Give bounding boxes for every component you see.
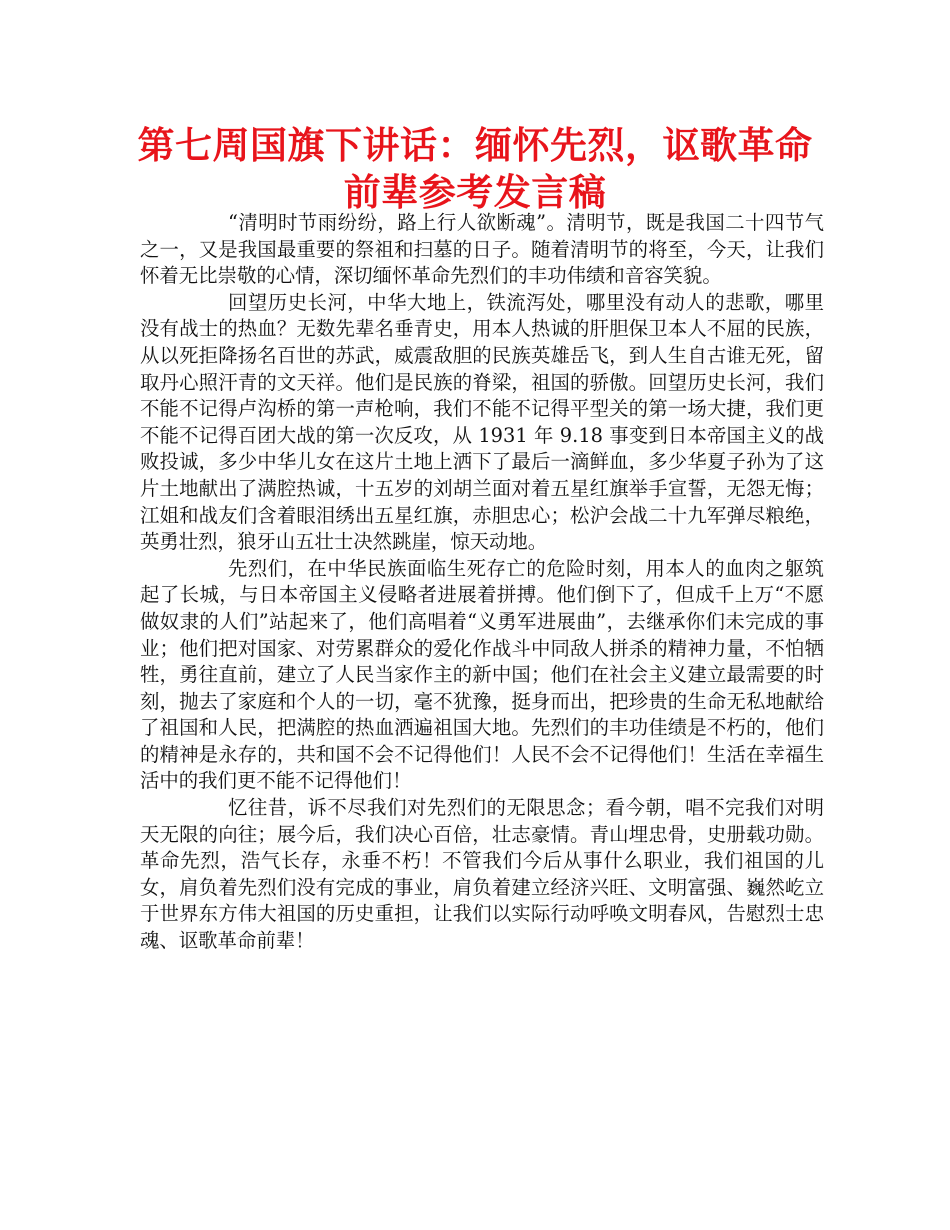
paragraph-martyrs: 先烈们，在中华民族面临生死存亡的危险时刻，用本人的血肉之躯筑起了长城，与日本帝国主义侵略者进展着拼搏。他们倒下了，但成千上万“不愿做奴隶的人们”站起来了，他们高唱着“义勇军进展曲”，去继承你们未完成的事业；他们把对国家、对劳累群众的爱化作战斗中同敌人拼杀的精神力量，不怕牺牲，勇往直前，建立了人民当家作主的新中国；他们在社会主义建立最需要的时刻，抛去了家庭和个人的一切，毫不犹豫，挺身而出，把珍贵的生命无私地献给了祖国和人民，把满腔的热血洒遍祖国大地。先烈们的丰功佳绩是不朽的，他们的精神是永存的，共和国不会不记得他们！人民不会不记得他们！生活在幸福生活中的我们更不能不记得他们！ (140, 556, 824, 793)
paragraph-conclusion: 忆往昔，诉不尽我们对先烈们的无限思念；看今朝，唱不完我们对明天无限的向往；展今后，我们决心百倍，壮志豪情。青山埋忠骨，史册载功勋。革命先烈，浩气长存，永垂不朽！不管我们今后从事什么职业，我们祖国的儿女，肩负着先烈们没有完成的事业，肩负着建立经济兴旺、文明富强、巍然屹立于世界东方伟大祖国的历史重担，让我们以实际行动呼唤文明春风，告慰烈士忠魂、讴歌革命前辈！ (140, 796, 824, 953)
document-title (120, 122, 830, 216)
paragraph-history: 回望历史长河，中华大地上，铁流泻处，哪里没有动人的悲歌，哪里没有战士的热血？无数先辈名垂青史，用本人热诚的肝胆保卫本人不屈的民族，从以死拒降扬名百世的苏武，威震敌胆的民族英雄岳飞，到人生自古谁无死，留取丹心照汗青的文天祥。他们是民族的脊梁，祖国的骄傲。回望历史长河，我们不能不记得卢沟桥的第一声枪响，我们不能不记得平型关的第一场大捷，我们更不能不记得百团大战的第一次反攻，从 1931 年 9.18 事变到日本帝国主义的战败投诚，多少中华儿女在这片土地上洒下了最后一滴鲜血，多少华夏子孙为了这片土地献出了满腔热诚，十五岁的刘胡兰面对着五星红旗举手宣誓，无怨无悔；江姐和战友们含着眼泪绣出五星红旗，赤胆忠心；松沪会战二十九军弹尽粮绝，英勇壮烈，狼牙山五壮士决然跳崖，惊天动地。 (140, 290, 824, 554)
title-line-1: 第七周国旗下讲话：缅怀先烈，讴歌革命 (137, 124, 813, 167)
paragraph-intro: “清明时节雨纷纷，路上行人欲断魂”。清明节，既是我国二十四节气之一，又是我国最重要的祭祖和扫墓的日子。随着清明节的将至，今天，让我们怀着无比崇敬的心情，深切缅怀革命先烈们的丰功伟绩和音容笑貌。 (140, 211, 824, 288)
title-line-2: 前辈参考发言稿 (343, 171, 607, 214)
document-body (140, 210, 824, 955)
